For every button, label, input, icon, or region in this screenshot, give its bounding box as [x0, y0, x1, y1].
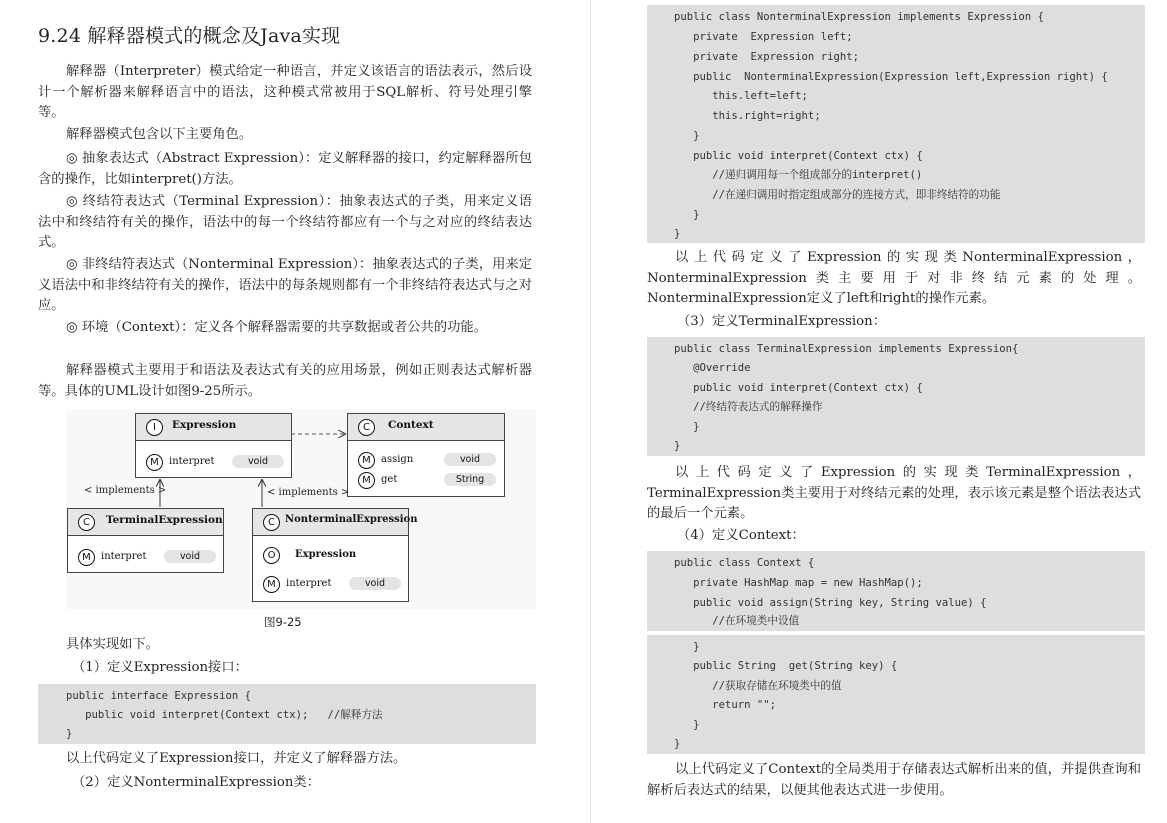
- code-line: }: [674, 130, 700, 142]
- method-icon: M: [78, 549, 95, 566]
- section-heading: 9.24 解释器模式的概念及Java实现: [38, 25, 341, 47]
- after-code-1: 以上代码定义了Expression接口，并定义了解释器方法。: [66, 751, 407, 766]
- code-line: }: [674, 641, 700, 653]
- role-terminal-expression: ◎ 终结符表达式（Terminal Expression）：抽象表达式的子类，用来定义语法中和终结符有关的操作，语法中的每一个终结符都应有一个与之对应的终结表达式。: [38, 194, 532, 251]
- class-icon: C: [263, 514, 280, 531]
- uml-method-name: interpret: [169, 456, 215, 467]
- code-block-context-part2: [647, 635, 1145, 754]
- after-code-3: 以上代码定义了Expression的实现类TerminalExpression，TerminalExpression类主要用于对终结元素的处理，表示该元素是整个语法表达式的最后一个元素。: [647, 465, 1141, 522]
- uml-field-type: Expression: [295, 549, 357, 560]
- after-code-4: 以上代码定义了Context的全局类用于存储表达式解析出来的值，并提供查询和解析后表达式的结果，以便其他表达式进一步使用。: [647, 762, 1141, 798]
- code-line: public void interpret(Context ctx); //解释方法: [66, 709, 383, 721]
- code-line: public String get(String key) {: [674, 660, 898, 672]
- code-block-nonterminal: [647, 5, 1145, 243]
- uml-method-name: interpret: [101, 551, 147, 562]
- impl-intro: 具体实现如下。: [66, 637, 160, 652]
- code-line: }: [66, 728, 73, 740]
- figure-caption: 图9-25: [264, 615, 302, 629]
- code-line: private Expression left;: [674, 31, 853, 43]
- step-1: （1）定义Expression接口：: [72, 660, 248, 675]
- implements-label-nonterminal: < implements >: [267, 487, 350, 498]
- method-icon: M: [146, 454, 163, 471]
- code-line: public NonterminalExpression(Expression left,Expression right) {: [674, 71, 1108, 83]
- code-line: //获取存储在环境类中的值: [674, 680, 842, 692]
- code-line: }: [674, 421, 700, 433]
- role-context: ◎ 环境（Context）：定义各个解释器需要的共享数据或者公共的功能。: [66, 320, 487, 335]
- uml-return-type: void: [232, 455, 284, 468]
- class-icon: C: [78, 514, 95, 531]
- uml-return-type: void: [164, 550, 216, 563]
- code-line: }: [674, 209, 700, 221]
- class-icon: C: [358, 419, 375, 436]
- uml-return-type: void: [349, 577, 401, 590]
- uml-return-type: String: [444, 473, 496, 486]
- code-line: public void interpret(Context ctx) {: [674, 382, 923, 394]
- code-line: this.left=left;: [674, 90, 808, 102]
- uml-method-name: assign: [381, 454, 414, 465]
- code-block-expression: [38, 684, 536, 744]
- uml-method-name: interpret: [286, 578, 332, 589]
- code-block-terminal: [647, 337, 1145, 456]
- uml-class-name: NonterminalExpression: [285, 514, 418, 525]
- code-line: @Override: [674, 362, 751, 374]
- uml-nonterminal-expression-class: [252, 508, 418, 602]
- code-line: this.right=right;: [674, 110, 821, 122]
- step-4: （4）定义Context：: [677, 528, 805, 543]
- uml-method-name: get: [381, 474, 398, 485]
- uml-class-name: Expression: [172, 419, 237, 431]
- step-3: （3）定义TerminalExpression：: [677, 314, 887, 329]
- uml-class-name: TerminalExpression: [106, 514, 223, 526]
- code-line: }: [674, 738, 681, 750]
- code-line: public void assign(String key, String value) {: [674, 597, 987, 609]
- code-line: }: [674, 719, 700, 731]
- code-block-context-part1: [647, 551, 1145, 631]
- code-line: public class NonterminalExpression implements Expression {: [674, 11, 1044, 23]
- code-line: public class Context {: [674, 557, 815, 569]
- implements-label-terminal: < implements >: [84, 485, 167, 496]
- uml-class-name: Context: [388, 419, 434, 431]
- code-line: private HashMap map = new HashMap();: [674, 577, 923, 589]
- code-line: }: [674, 228, 681, 240]
- code-line: //递归调用每一个组成部分的interpret(): [674, 169, 923, 181]
- uml-context-class: [347, 413, 505, 497]
- code-line: }: [674, 440, 681, 452]
- step-2: （2）定义NonterminalExpression类：: [72, 775, 321, 790]
- usage-paragraph: 解释器模式主要用于和语法及表达式有关的应用场景，例如正则表达式解析器等。具体的UML设计如图9-25所示。: [38, 363, 532, 399]
- code-line: //在环境类中设值: [674, 615, 800, 627]
- method-icon: M: [358, 472, 375, 489]
- code-line: //在递归调用时指定组成部分的连接方式，即非终结符的功能: [674, 189, 1001, 201]
- intro-paragraph: 解释器（Interpreter）模式给定一种语言，并定义该语言的语法表示，然后设计一个解析器来解释语言中的语法，这种模式常被用于SQL解析、符号处理引擎等。: [38, 64, 532, 121]
- code-line: //终结符表达式的解释操作: [674, 401, 823, 413]
- code-line: public class TerminalExpression implements Expression{: [674, 343, 1019, 355]
- interface-icon: I: [146, 419, 163, 436]
- code-line: return "";: [674, 699, 777, 711]
- role-nonterminal-expression: ◎ 非终结符表达式（Nonterminal Expression）：抽象表达式的子类，用来定义语法中和非终结符有关的操作，语法中的每条规则都有一个非终结符表达式与之对应。: [38, 257, 532, 314]
- roles-intro: 解释器模式包含以下主要角色。: [66, 127, 253, 142]
- role-abstract-expression: ◎ 抽象表达式（Abstract Expression）：定义解释器的接口，约定解释器所包含的操作，比如interpret()方法。: [38, 151, 532, 187]
- uml-return-type: void: [444, 453, 496, 466]
- code-line: private Expression right;: [674, 51, 859, 63]
- field-icon: O: [263, 547, 280, 564]
- after-code-2: 以上代码定义了Expression的实现类NonterminalExpression，NonterminalExpression类主要用于对非终结元素的处理。NonterminalExpression定义了left和right的操作元素。: [647, 250, 1141, 307]
- method-icon: M: [358, 452, 375, 469]
- page-divider: [590, 0, 591, 823]
- code-line: public interface Expression {: [66, 690, 251, 702]
- uml-terminal-expression-class: [67, 508, 224, 573]
- uml-expression-interface: [135, 413, 292, 478]
- code-line: public void interpret(Context ctx) {: [674, 150, 923, 162]
- method-icon: M: [263, 576, 280, 593]
